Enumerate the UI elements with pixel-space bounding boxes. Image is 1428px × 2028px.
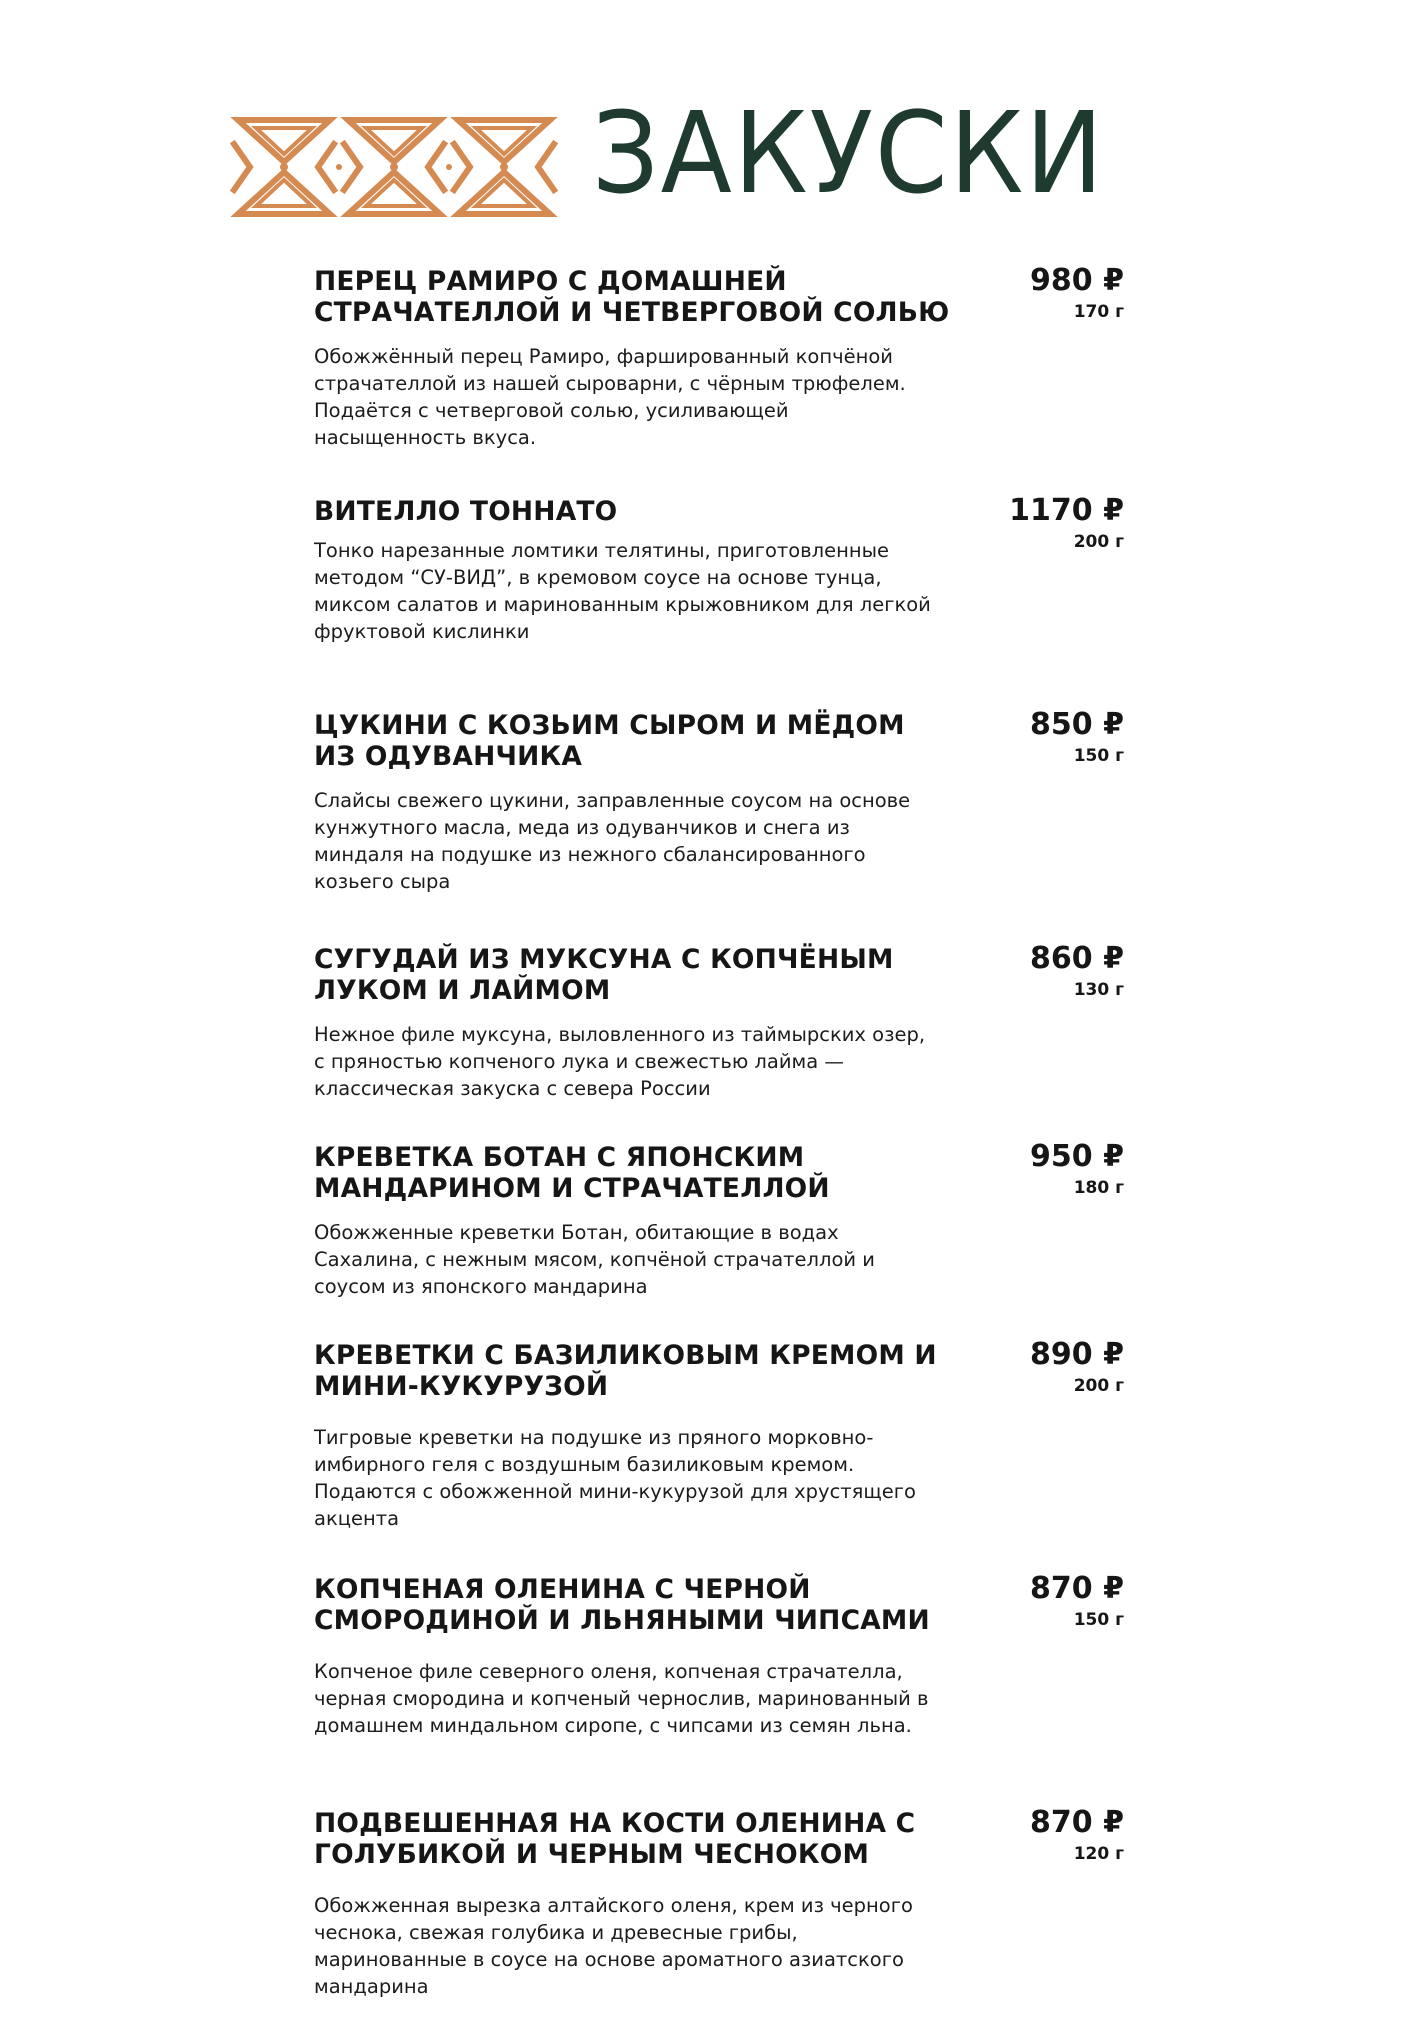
item-price: 980 ₽ bbox=[1030, 263, 1124, 298]
item-description: Обожжённый перец Рамиро, фаршированный копчёной страчателлой из нашей сыроварни, с чёрным трюфелем. Подаётся с четверговой солью, усиливающей насыщенность вкуса. bbox=[314, 345, 906, 449]
menu-item bbox=[314, 941, 1124, 1102]
item-weight: 150 г bbox=[1073, 1610, 1124, 1630]
item-name: ЦУКИНИ С КОЗЬИМ СЫРОМ И МЁДОМ ИЗ ОДУВАНЧИКА bbox=[314, 710, 905, 772]
item-description: Тигровые креветки на подушке из пряного морковно-имбирного геля с воздушным базиликовым кремом. Подаются с обожженной мини-кукурузой для хрустящего акцента bbox=[314, 1426, 916, 1530]
menu-item bbox=[314, 1139, 1124, 1300]
item-weight: 200 г bbox=[1073, 1376, 1124, 1396]
item-description: Обожженная вырезка алтайского оленя, крем из черного чеснока, свежая голубика и древесные грибы, маринованные в соусе на основе ароматного азиатского мандарина bbox=[314, 1894, 913, 1998]
item-description: Тонко нарезанные ломтики телятины, приготовленные методом “СУ-ВИД”, в кремовом соусе на основе тунца, миксом салатов и маринованным крыжовником для легкой фруктовой кислинки bbox=[314, 539, 931, 643]
item-price: 870 ₽ bbox=[1030, 1805, 1124, 1840]
item-weight: 200 г bbox=[1073, 532, 1124, 552]
menu-item bbox=[314, 1805, 1124, 2000]
item-weight: 120 г bbox=[1073, 1844, 1124, 1864]
menu-item bbox=[314, 1337, 1124, 1532]
item-name: ВИТЕЛЛО ТОННАТО bbox=[314, 496, 618, 527]
item-description: Слайсы свежего цукини, заправленные соусом на основе кунжутного масла, меда из одуванчиков и снега из миндаля на подушке из нежного сбалансированного козьего сыра bbox=[314, 789, 911, 893]
triangle-pattern-icon bbox=[230, 114, 558, 220]
section-header bbox=[230, 89, 1130, 222]
item-name: КОПЧЕНАЯ ОЛЕНИНА С ЧЕРНОЙ СМОРОДИНОЙ И ЛЬНЯНЫМИ ЧИПСАМИ bbox=[314, 1574, 930, 1636]
menu-item bbox=[314, 1571, 1124, 1739]
item-description: Копченое филе северного оленя, копченая страчателла, черная смородина и копченый чернослив, маринованный в домашнем миндальном сиропе, с чипсами из семян льна. bbox=[314, 1660, 929, 1737]
item-name: СУГУДАЙ ИЗ МУКСУНА С КОПЧЁНЫМ ЛУКОМ И ЛАЙМОМ bbox=[314, 944, 894, 1006]
item-name: ПОДВЕШЕННАЯ НА КОСТИ ОЛЕНИНА С ГОЛУБИКОЙ И ЧЕРНЫМ ЧЕСНОКОМ bbox=[314, 1808, 916, 1870]
item-price: 950 ₽ bbox=[1030, 1139, 1124, 1174]
menu-item bbox=[314, 707, 1124, 895]
item-name: КРЕВЕТКА БОТАН С ЯПОНСКИМ МАНДАРИНОМ И СТРАЧАТЕЛЛОЙ bbox=[314, 1142, 830, 1204]
item-name: ПЕРЕЦ РАМИРО С ДОМАШНЕЙ СТРАЧАТЕЛЛОЙ И ЧЕТВЕРГОВОЙ СОЛЬЮ bbox=[314, 266, 950, 328]
item-price: 860 ₽ bbox=[1030, 941, 1124, 976]
item-weight: 180 г bbox=[1073, 1178, 1124, 1198]
item-weight: 150 г bbox=[1073, 746, 1124, 766]
item-weight: 170 г bbox=[1073, 302, 1124, 322]
item-price: 1170 ₽ bbox=[1009, 493, 1124, 528]
item-price: 870 ₽ bbox=[1030, 1571, 1124, 1606]
item-description: Нежное филе муксуна, выловленного из таймырских озер, с пряностью копченого лука и свежестью лайма — классическая закуска с севера России bbox=[314, 1023, 926, 1100]
item-weight: 130 г bbox=[1073, 980, 1124, 1000]
item-price: 850 ₽ bbox=[1030, 707, 1124, 742]
menu-item bbox=[314, 263, 1124, 451]
item-name: КРЕВЕТКИ С БАЗИЛИКОВЫМ КРЕМОМ И МИНИ-КУКУРУЗОЙ bbox=[314, 1340, 937, 1402]
page-title: ЗАКУСКИ bbox=[592, 89, 1106, 219]
item-description: Обожженные креветки Ботан, обитающие в водах Сахалина, с нежным мясом, копчёной страчателлой и соусом из японского мандарина bbox=[314, 1221, 875, 1298]
item-price: 890 ₽ bbox=[1030, 1337, 1124, 1372]
menu-item bbox=[314, 493, 1124, 645]
